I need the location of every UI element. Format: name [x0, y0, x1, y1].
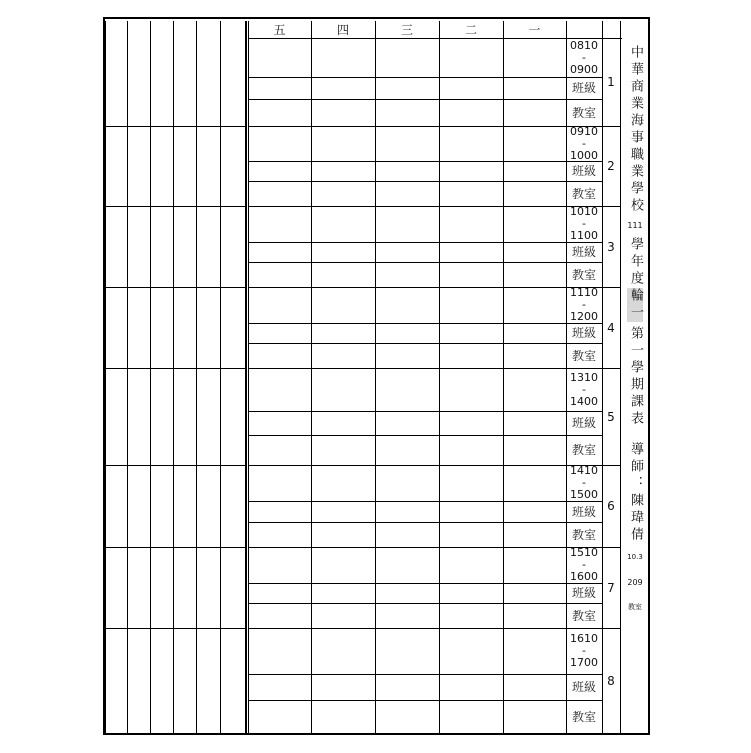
- teacher-name: [105, 628, 127, 733]
- grid-line: [248, 242, 566, 243]
- class-cell: [503, 501, 566, 522]
- room-cell: [248, 343, 311, 368]
- teacher-name: [150, 465, 173, 547]
- subject-name: [105, 368, 127, 465]
- subject-name: [150, 21, 173, 126]
- class-cell: [248, 161, 311, 181]
- grid-line: [248, 21, 249, 733]
- time-text: 0910: [570, 126, 598, 138]
- time-cell: [566, 628, 602, 674]
- subject-cell: [439, 38, 503, 77]
- grid-line: [103, 465, 245, 466]
- subject-cell: [375, 465, 439, 501]
- room-cell: [311, 700, 375, 733]
- time-text: -: [582, 558, 586, 571]
- grid-line: [196, 21, 197, 733]
- teacher-label: [220, 628, 245, 733]
- room-label: 教室: [571, 186, 596, 201]
- teacher-name: [196, 287, 220, 368]
- teacher-name: [127, 287, 150, 368]
- room-cell: [439, 603, 503, 628]
- subject-cell: [439, 287, 503, 323]
- class-cell: [375, 411, 439, 435]
- room-cell: [503, 700, 566, 733]
- class-cell: [248, 323, 311, 343]
- room-cell: [248, 522, 311, 547]
- room-cell: [503, 181, 566, 206]
- room-cell: [248, 700, 311, 733]
- teacher-label: [220, 126, 245, 206]
- subject-cell: [439, 547, 503, 583]
- period-number: 8: [607, 673, 615, 688]
- room-label: 教室: [571, 267, 596, 282]
- room-cell: [439, 522, 503, 547]
- room-text: 教室: [628, 603, 642, 611]
- grid-line: [566, 323, 602, 324]
- teacher-label: [220, 287, 245, 368]
- room-cell: [375, 435, 439, 465]
- time-text: -: [582, 476, 586, 489]
- teacher-name: [150, 287, 173, 368]
- subject-cell: [311, 38, 375, 77]
- period-number: 4: [607, 320, 615, 335]
- class-cell: [375, 161, 439, 181]
- time-text: -: [582, 382, 586, 396]
- time-cell: [566, 465, 602, 501]
- subject-cell: [439, 126, 503, 161]
- class-label: 班級: [571, 586, 596, 600]
- day-header: 一: [528, 23, 541, 37]
- room-cell: [248, 435, 311, 465]
- grid-line: [566, 242, 602, 243]
- room-cell: [311, 181, 375, 206]
- subject-cell: [311, 628, 375, 674]
- subject-cell: [503, 368, 566, 411]
- time-text: 0810: [570, 38, 598, 52]
- time-text: -: [582, 217, 586, 230]
- time-cell: [566, 547, 602, 583]
- subject-name: [127, 206, 150, 287]
- grid-line: [620, 21, 621, 733]
- teacher-name: [127, 628, 150, 733]
- subject-cell: [503, 126, 566, 161]
- subject-name: [173, 368, 196, 465]
- teacher-name: [105, 465, 127, 547]
- class-label: 班級: [571, 245, 596, 259]
- room-label: 教室: [571, 105, 596, 120]
- class-cell: [311, 77, 375, 99]
- period-number: 7: [607, 580, 615, 595]
- time-text: 0900: [570, 62, 598, 76]
- grid-line: [566, 501, 602, 502]
- subject-cell: [248, 206, 311, 242]
- class-cell: [375, 501, 439, 522]
- class-cell: [503, 411, 566, 435]
- day-header: 四: [336, 23, 349, 37]
- school-title: 中華商業海事職業學校: [628, 45, 643, 215]
- class-cell: [439, 323, 503, 343]
- period-number: 1: [607, 75, 615, 89]
- room-label: 教室: [571, 608, 596, 623]
- room-cell: [503, 99, 566, 126]
- subject-name: [105, 21, 127, 126]
- subject-cell: [248, 465, 311, 501]
- time-text: 1110: [570, 287, 598, 299]
- subject-cell: [375, 126, 439, 161]
- grid-line: [311, 21, 312, 733]
- subject-name: [196, 21, 220, 126]
- teacher-name: [105, 287, 127, 368]
- class-label: 班級: [571, 164, 596, 178]
- grid-line: [105, 21, 106, 733]
- phone: 10.3: [627, 553, 643, 561]
- class-label: 班級: [571, 81, 596, 95]
- subject-label: [220, 547, 245, 628]
- class-cell: [503, 77, 566, 99]
- time-text: 1700: [570, 656, 598, 669]
- year-suffix: 學年度: [628, 237, 643, 288]
- teacher-name: [173, 126, 196, 206]
- time-text: 1600: [570, 570, 598, 583]
- class-cell: [375, 323, 439, 343]
- class-cell: [311, 501, 375, 522]
- class-label: 班級: [571, 504, 596, 519]
- class-cell: [375, 674, 439, 700]
- teacher-name: [196, 465, 220, 547]
- day-header: 二: [464, 23, 477, 37]
- grid-line: [503, 21, 504, 733]
- subject-cell: [248, 38, 311, 77]
- time-cell: [566, 287, 602, 323]
- period-number: 3: [607, 239, 615, 254]
- time-text: 1400: [570, 394, 598, 408]
- teacher-label: [220, 465, 245, 547]
- time-text: 1310: [570, 370, 598, 384]
- subject-cell: [311, 465, 375, 501]
- teacher-name: [173, 628, 196, 733]
- class-cell: [439, 501, 503, 522]
- grid-line: [566, 411, 602, 412]
- subject-cell: [248, 547, 311, 583]
- room-label: 教室: [571, 527, 596, 542]
- grid-line: [439, 21, 440, 733]
- class-cell: [311, 674, 375, 700]
- subject-cell: [248, 628, 311, 674]
- subject-cell: [311, 126, 375, 161]
- subject-name: [196, 368, 220, 465]
- teacher-name: [196, 628, 220, 733]
- time-text: 1000: [570, 148, 598, 161]
- room-cell: [375, 99, 439, 126]
- room-cell: [503, 262, 566, 287]
- class-cell: [503, 242, 566, 262]
- subject-cell: [375, 38, 439, 77]
- class-cell: [439, 583, 503, 603]
- class-cell: [248, 501, 311, 522]
- room-no: 209: [627, 578, 643, 587]
- room-cell: [311, 262, 375, 287]
- subject-name: [150, 368, 173, 465]
- time-cell: [566, 206, 602, 242]
- room-cell: [439, 262, 503, 287]
- subject-cell: [503, 547, 566, 583]
- time-text: 1100: [570, 229, 598, 242]
- subject-name: [127, 547, 150, 628]
- class-cell: [311, 411, 375, 435]
- subject-cell: [311, 206, 375, 242]
- grid-line: [127, 21, 128, 733]
- class-cell: [248, 77, 311, 99]
- subject-name: [127, 21, 150, 126]
- grid-line: [375, 21, 376, 733]
- grid-line: [248, 700, 602, 701]
- subject-cell: [503, 38, 566, 77]
- room-cell: [311, 343, 375, 368]
- time-text: -: [582, 136, 586, 150]
- grid-line: [103, 628, 245, 629]
- time-text: 1410: [570, 465, 598, 477]
- class-cell: [248, 242, 311, 262]
- class-cell: [503, 674, 566, 700]
- subject-name: [196, 547, 220, 628]
- class-cell: [311, 583, 375, 603]
- room-cell: [375, 700, 439, 733]
- grid-line: [248, 411, 566, 412]
- class-cell: [503, 323, 566, 343]
- class-cell: [439, 242, 503, 262]
- period-number: 5: [607, 409, 615, 424]
- subject-cell: [439, 206, 503, 242]
- day-header: 三: [400, 23, 413, 37]
- grid-line: [566, 583, 602, 584]
- subject-name: [173, 206, 196, 287]
- class-cell: [248, 583, 311, 603]
- grid-line: [602, 21, 603, 733]
- term: 第一學期課表: [628, 326, 643, 428]
- subject-cell: [375, 206, 439, 242]
- homeroom-teacher: 陳瑋倩: [628, 493, 643, 544]
- room-cell: [439, 343, 503, 368]
- subject-label: [220, 206, 245, 287]
- room-cell: [375, 262, 439, 287]
- school-year: 111: [627, 221, 643, 230]
- room-cell: [311, 99, 375, 126]
- room-cell: [375, 181, 439, 206]
- teacher-name: [196, 126, 220, 206]
- time-cell: [566, 38, 602, 77]
- class-cell: [439, 674, 503, 700]
- class-cell: [503, 161, 566, 181]
- teacher-name: [150, 628, 173, 733]
- teacher-name: [150, 126, 173, 206]
- class-cell: [311, 323, 375, 343]
- subject-name: [105, 206, 127, 287]
- subject-name: [150, 547, 173, 628]
- teacher-name: [173, 287, 196, 368]
- subject-label: [220, 21, 245, 126]
- teacher-name: [173, 465, 196, 547]
- class-label: 班級: [571, 326, 596, 340]
- subject-name: [173, 21, 196, 126]
- room-cell: [311, 435, 375, 465]
- grid-line: [248, 674, 566, 675]
- grid-line: [248, 77, 566, 78]
- room-label: 教室: [571, 443, 596, 457]
- grid-line: [248, 99, 602, 100]
- subject-cell: [311, 547, 375, 583]
- subject-cell: [248, 126, 311, 161]
- grid-line: [248, 435, 602, 436]
- grid-line: [566, 674, 602, 675]
- grid-line: [248, 522, 602, 523]
- room-label: 教室: [571, 709, 596, 724]
- room-cell: [311, 522, 375, 547]
- subject-cell: [375, 547, 439, 583]
- subject-cell: [503, 465, 566, 501]
- room-cell: [311, 603, 375, 628]
- subject-cell: [311, 368, 375, 411]
- teacher-name: [127, 126, 150, 206]
- grid-line: [103, 287, 245, 288]
- subject-name: [196, 206, 220, 287]
- grid-line: [248, 603, 602, 604]
- time-text: 1010: [570, 206, 598, 218]
- room-label: 教室: [571, 348, 596, 363]
- class-label: 班級: [571, 680, 596, 694]
- subject-name: [105, 547, 127, 628]
- room-cell: [375, 343, 439, 368]
- subject-cell: [248, 287, 311, 323]
- day-header: 五: [273, 23, 286, 37]
- grid-line: [150, 21, 151, 733]
- class-cell: [439, 411, 503, 435]
- subject-cell: [503, 287, 566, 323]
- class-label: 班級: [571, 416, 596, 430]
- subject-cell: [248, 368, 311, 411]
- grid-line: [103, 126, 245, 127]
- class-cell: [311, 161, 375, 181]
- time-text: 1200: [570, 310, 598, 323]
- subject-name: [173, 547, 196, 628]
- time-text: 1500: [570, 488, 598, 501]
- subject-name: [127, 368, 150, 465]
- grid-line: [248, 343, 602, 344]
- teacher-name: [105, 126, 127, 206]
- subject-cell: [439, 465, 503, 501]
- grid-line: [248, 501, 566, 502]
- room-cell: [503, 522, 566, 547]
- time-text: -: [582, 644, 586, 657]
- room-cell: [375, 522, 439, 547]
- grid-line: [248, 323, 566, 324]
- period-number: 2: [607, 159, 615, 173]
- room-cell: [248, 262, 311, 287]
- subject-cell: [375, 628, 439, 674]
- grid-line: [566, 21, 567, 733]
- class-cell: [375, 242, 439, 262]
- grid-line: [566, 161, 602, 162]
- class-cell: [375, 583, 439, 603]
- time-cell: [566, 368, 602, 411]
- teacher-name: [127, 465, 150, 547]
- time-text: 1510: [570, 547, 598, 559]
- subject-cell: [375, 368, 439, 411]
- grid-line: [248, 161, 566, 162]
- title-column: [622, 21, 648, 733]
- room-cell: [439, 181, 503, 206]
- room-cell: [439, 99, 503, 126]
- room-cell: [503, 603, 566, 628]
- period-number: 6: [607, 499, 615, 513]
- grid-line: [248, 262, 602, 263]
- room-cell: [375, 603, 439, 628]
- room-cell: [503, 343, 566, 368]
- subject-label: [220, 368, 245, 465]
- class-cell: [248, 674, 311, 700]
- subject-cell: [503, 206, 566, 242]
- time-cell: [566, 126, 602, 161]
- class-name: 輪一: [628, 288, 643, 322]
- room-cell: [439, 700, 503, 733]
- subject-cell: [375, 287, 439, 323]
- class-cell: [439, 161, 503, 181]
- subject-name: [150, 206, 173, 287]
- room-cell: [503, 435, 566, 465]
- room-cell: [248, 181, 311, 206]
- subject-cell: [503, 628, 566, 674]
- grid-line: [566, 77, 602, 78]
- class-cell: [439, 77, 503, 99]
- grid-line: [248, 583, 566, 584]
- subject-cell: [439, 628, 503, 674]
- room-cell: [248, 603, 311, 628]
- homeroom-label: 導師：: [628, 442, 643, 493]
- subject-cell: [311, 287, 375, 323]
- room-cell: [248, 99, 311, 126]
- class-cell: [311, 242, 375, 262]
- time-text: -: [582, 50, 586, 64]
- class-cell: [375, 77, 439, 99]
- grid-line: [245, 21, 247, 733]
- grid-line: [248, 181, 602, 182]
- class-cell: [503, 583, 566, 603]
- class-cell: [248, 411, 311, 435]
- grid-line: [173, 21, 174, 733]
- subject-cell: [439, 368, 503, 411]
- time-text: -: [582, 298, 586, 311]
- room-cell: [439, 435, 503, 465]
- time-text: 1610: [570, 632, 598, 645]
